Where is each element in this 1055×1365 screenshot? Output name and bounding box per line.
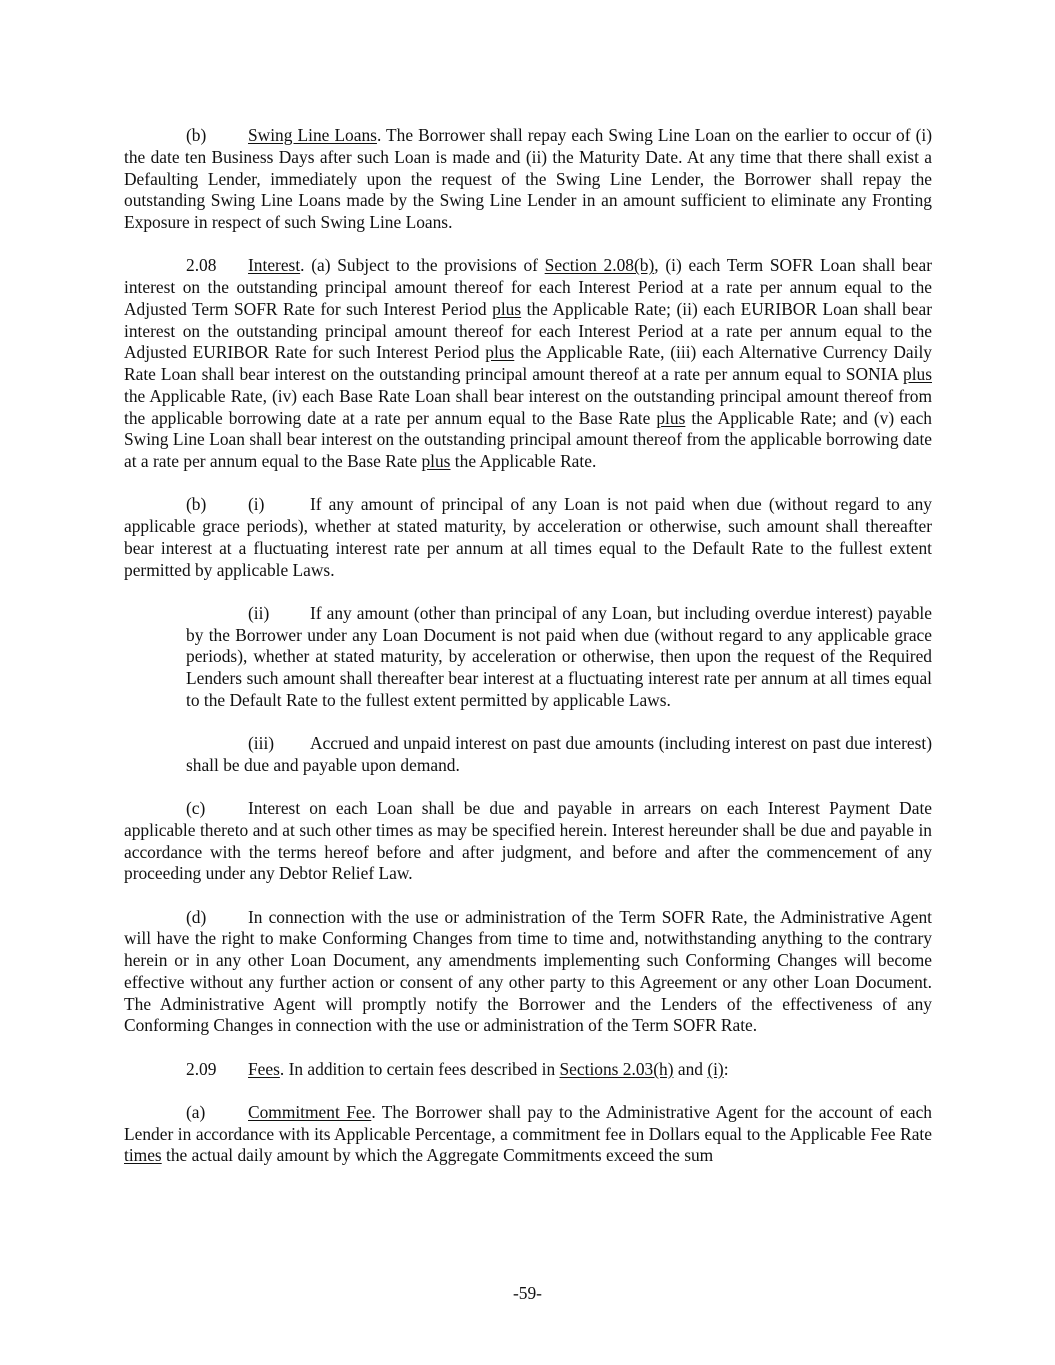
paragraph-text: Accrued and unpaid interest on past due amounts (including interest on past due interest) shall be due and payable upon demand. — [186, 733, 932, 775]
subparagraph-label: (i) — [248, 494, 265, 515]
section-number: 2.08 — [186, 255, 217, 276]
cross-reference: (i) — [707, 1058, 724, 1079]
paragraph-d-conforming-changes — [124, 907, 932, 1038]
page-number: -59- — [513, 1283, 542, 1303]
plus-term: plus — [421, 451, 451, 471]
paragraph-b-ii-overdue-amounts — [186, 603, 932, 712]
paragraph-text: . The Borrower shall repay each Swing Line Loan on the earlier to occur of (i) the date ten Business Days after such Loan is made and (ii) the Maturity Date. At any time that there shall exist a Defaulting Lender, immediately upon the request of the Swing Line Lender, the Borrower shall repay the outstanding Swing Line Loans made by the Swing Line Lender in an amount sufficient to eliminate any Fronting Exposure in respect of such Swing Line Loans. — [124, 125, 932, 232]
document-body — [124, 125, 932, 1167]
section-text: and — [673, 1058, 708, 1079]
section-text: . (a) Subject to the provisions of — [300, 255, 545, 276]
paragraph-b-i-default-interest — [124, 494, 932, 581]
plus-term: plus — [492, 298, 522, 319]
paragraph-heading: Swing Line Loans — [248, 125, 377, 145]
cross-reference: Section 2.08(b) — [544, 255, 655, 276]
section-text: , (i) each Term SOFR Loan shall bear interest on the outstanding principal amount thereof for each Interest Period at a rate per annum equal to the Adjusted Term SOFR Rate for such Interest Period — [124, 255, 932, 319]
subparagraph-label: (iii) — [248, 733, 275, 753]
paragraph-b-iii-accrued-interest — [186, 733, 932, 777]
section-2-08-interest — [124, 255, 932, 473]
section-2-09-fees — [124, 1059, 932, 1081]
paragraph-label: (c) — [186, 798, 206, 818]
section-text: the Applicable Rate; and (v) each Swing Line Loan shall bear interest on the outstanding principal amount thereof from the applicable borrowing date at a rate per annum equal to the Base Rate — [124, 407, 932, 471]
section-heading: Interest — [248, 255, 301, 276]
paragraph-label: (b) — [186, 125, 207, 145]
paragraph-text: Interest on each Loan shall be due and payable in arrears on each Interest Payment Date applicable thereto and at such other times as may be specified herein. Interest hereunder shall be due and payable in accordance with the terms hereof before and after judgment, and before and after the commencement of any proceeding under any Debtor Relief Law. — [124, 798, 932, 884]
section-text: the Applicable Rate, (iii) each Alternative Currency Daily Rate Loan shall bear interest on the outstanding principal amount thereof at a rate per annum equal to SONIA — [124, 342, 932, 384]
paragraph-text: . The Borrower shall pay to the Administrative Agent for the account of each Lender in accordance with its Applicable Percentage, a commitment fee in Dollars equal to the Applicable Fee Rate — [124, 1101, 932, 1144]
plus-term: plus — [485, 342, 515, 363]
subparagraph-label: (ii) — [248, 602, 270, 623]
section-text: the Applicable Rate, (iv) each Base Rate Loan shall bear interest on the outstanding principal amount thereof from the applicable borrowing date at a rate per annum equal to the Base Rate — [124, 385, 932, 428]
plus-term: plus — [656, 407, 686, 428]
paragraph-text: If any amount of principal of any Loan is not paid when due (without regard to any applicable grace periods), whether at stated maturity, by acceleration or otherwise, such amount shall thereafter bear interest at a fluctuating interest rate per annum at all times equal to the Default Rate to the fullest extent permitted by applicable Laws. — [124, 494, 932, 580]
paragraph-text: In connection with the use or administration of the Term SOFR Rate, the Administrative Agent will have the right to make Conforming Changes from time to time and, notwithstanding anything to the contrary herein or in any other Loan Document, any amendments implementing such Conforming Changes will become effective without any further action or consent of any other party to this Agreement or any other Loan Document. The Administrative Agent will promptly notify the Borrower and the Lenders of the effectiveness of any Conforming Changes in connection with the use or administration of the Term SOFR Rate. — [124, 906, 932, 1036]
times-term: times — [124, 1145, 162, 1166]
section-text: : — [723, 1058, 729, 1079]
plus-term: plus — [903, 364, 932, 384]
section-heading: Fees — [248, 1058, 280, 1079]
cross-reference: Sections 2.03(h) — [559, 1058, 674, 1079]
paragraph-heading: Commitment Fee — [248, 1101, 372, 1122]
paragraph-text: the actual daily amount by which the Aggregate Commitments exceed the sum — [161, 1145, 714, 1166]
section-text: . In addition to certain fees described in — [279, 1058, 560, 1079]
paragraph-c-payment-of-interest — [124, 798, 932, 885]
section-text: the Applicable Rate. — [450, 451, 597, 471]
section-text: the Applicable Rate; (ii) each EURIBOR Loan shall bear interest on the outstanding principal amount thereof for each Interest Period at a rate per annum equal to the Adjusted EURIBOR Rate for such Interest Period — [124, 298, 932, 363]
paragraph-text: If any amount (other than principal of any Loan, but including overdue interest) payable by the Borrower under any Loan Document is not paid when due (without regard to any applicable grace periods), whether at stated maturity, by acceleration or otherwise, then upon the request of the Required Lenders such amount shall thereafter bear interest at a fluctuating interest rate per annum at all times equal to the Default Rate to the fullest extent permitted by applicable Laws. — [186, 602, 932, 710]
section-number: 2.09 — [186, 1058, 217, 1079]
paragraph-label: (d) — [186, 906, 207, 927]
paragraph-a-commitment-fee — [124, 1102, 932, 1167]
paragraph-label: (a) — [186, 1101, 206, 1122]
paragraph-swing-line-loans — [124, 125, 932, 234]
paragraph-label: (b) — [186, 494, 207, 515]
